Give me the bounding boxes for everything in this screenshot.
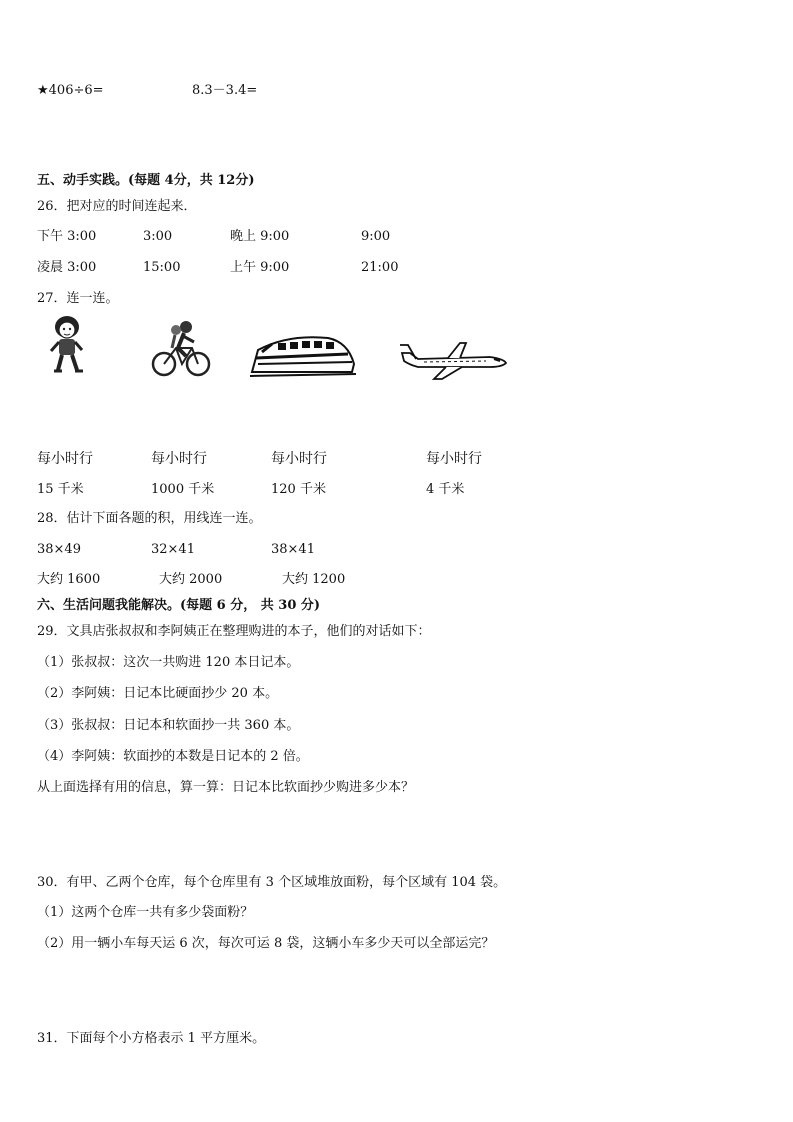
speed-value: 4 千米 (426, 482, 465, 497)
calc-item-1: ★406÷6= (37, 83, 104, 98)
estimate: 大约 2000 (159, 572, 223, 587)
question-28: 28．估计下面各题的积，用线连一连。 (37, 511, 262, 526)
time-cell: 21:00 (361, 260, 399, 275)
time-cell: 9:00 (361, 229, 391, 244)
speed-label: 每小时行 (37, 451, 93, 467)
speed-label: 每小时行 (151, 451, 207, 467)
speed-label: 每小时行 (271, 451, 327, 467)
cyclist-icon (150, 318, 212, 380)
speed-value: 120 千米 (271, 482, 326, 497)
time-cell: 凌晨 3:00 (37, 260, 97, 275)
time-cell: 3:00 (143, 229, 173, 244)
question-27: 27．连一连。 (37, 291, 119, 306)
dialogue-line: （1）张叔叔：这次一共购进 120 本日记本。 (37, 655, 300, 670)
expression: 32×41 (151, 542, 195, 557)
calc-item-2: 8.3－3.4= (192, 83, 258, 98)
question-30: 30．有甲、乙两个仓库，每个仓库里有 3 个区域堆放面粉，每个区域有 104 袋。 (37, 875, 507, 890)
train-icon (248, 330, 358, 380)
speed-value: 15 千米 (37, 482, 84, 497)
question-29: 29．文具店张叔叔和李阿姨正在整理购进的本子，他们的对话如下： (37, 624, 431, 639)
estimate: 大约 1200 (282, 572, 346, 587)
airplane-icon (396, 337, 508, 381)
expression: 38×49 (37, 542, 81, 557)
speed-value: 1000 千米 (151, 482, 215, 497)
expression: 38×41 (271, 542, 315, 557)
time-cell: 下午 3:00 (37, 229, 97, 244)
child-walking-icon (44, 315, 90, 377)
dialogue-line: （2）李阿姨：日记本比硬面抄少 20 本。 (37, 686, 279, 701)
question-26: 26．把对应的时间连起来． (37, 199, 197, 214)
speed-label: 每小时行 (426, 451, 482, 467)
dialogue-line: （4）李阿姨：软面抄的本数是日记本的 2 倍。 (37, 749, 309, 764)
estimate: 大约 1600 (37, 572, 101, 587)
section-6-title: 六、生活问题我能解决。(每题 6 分， 共 30 分) (37, 598, 321, 613)
question-31: 31．下面每个小方格表示 1 平方厘米。 (37, 1031, 266, 1046)
time-cell: 晚上 9:00 (230, 229, 290, 244)
sub-question: （1）这两个仓库一共有多少袋面粉？ (37, 905, 254, 920)
question-29-ask: 从上面选择有用的信息，算一算：日记本比软面抄少购进多少本？ (37, 780, 415, 795)
time-cell: 15:00 (143, 260, 181, 275)
section-5-title: 五、动手实践。(每题 4分，共 12分) (37, 173, 255, 188)
star-icon: ★ (37, 83, 49, 98)
sub-question: （2）用一辆小车每天运 6 次，每次可运 8 袋，这辆小车多少天可以全部运完？ (37, 936, 495, 951)
time-cell: 上午 9:00 (230, 260, 290, 275)
dialogue-line: （3）张叔叔：日记本和软面抄一共 360 本。 (37, 718, 300, 733)
